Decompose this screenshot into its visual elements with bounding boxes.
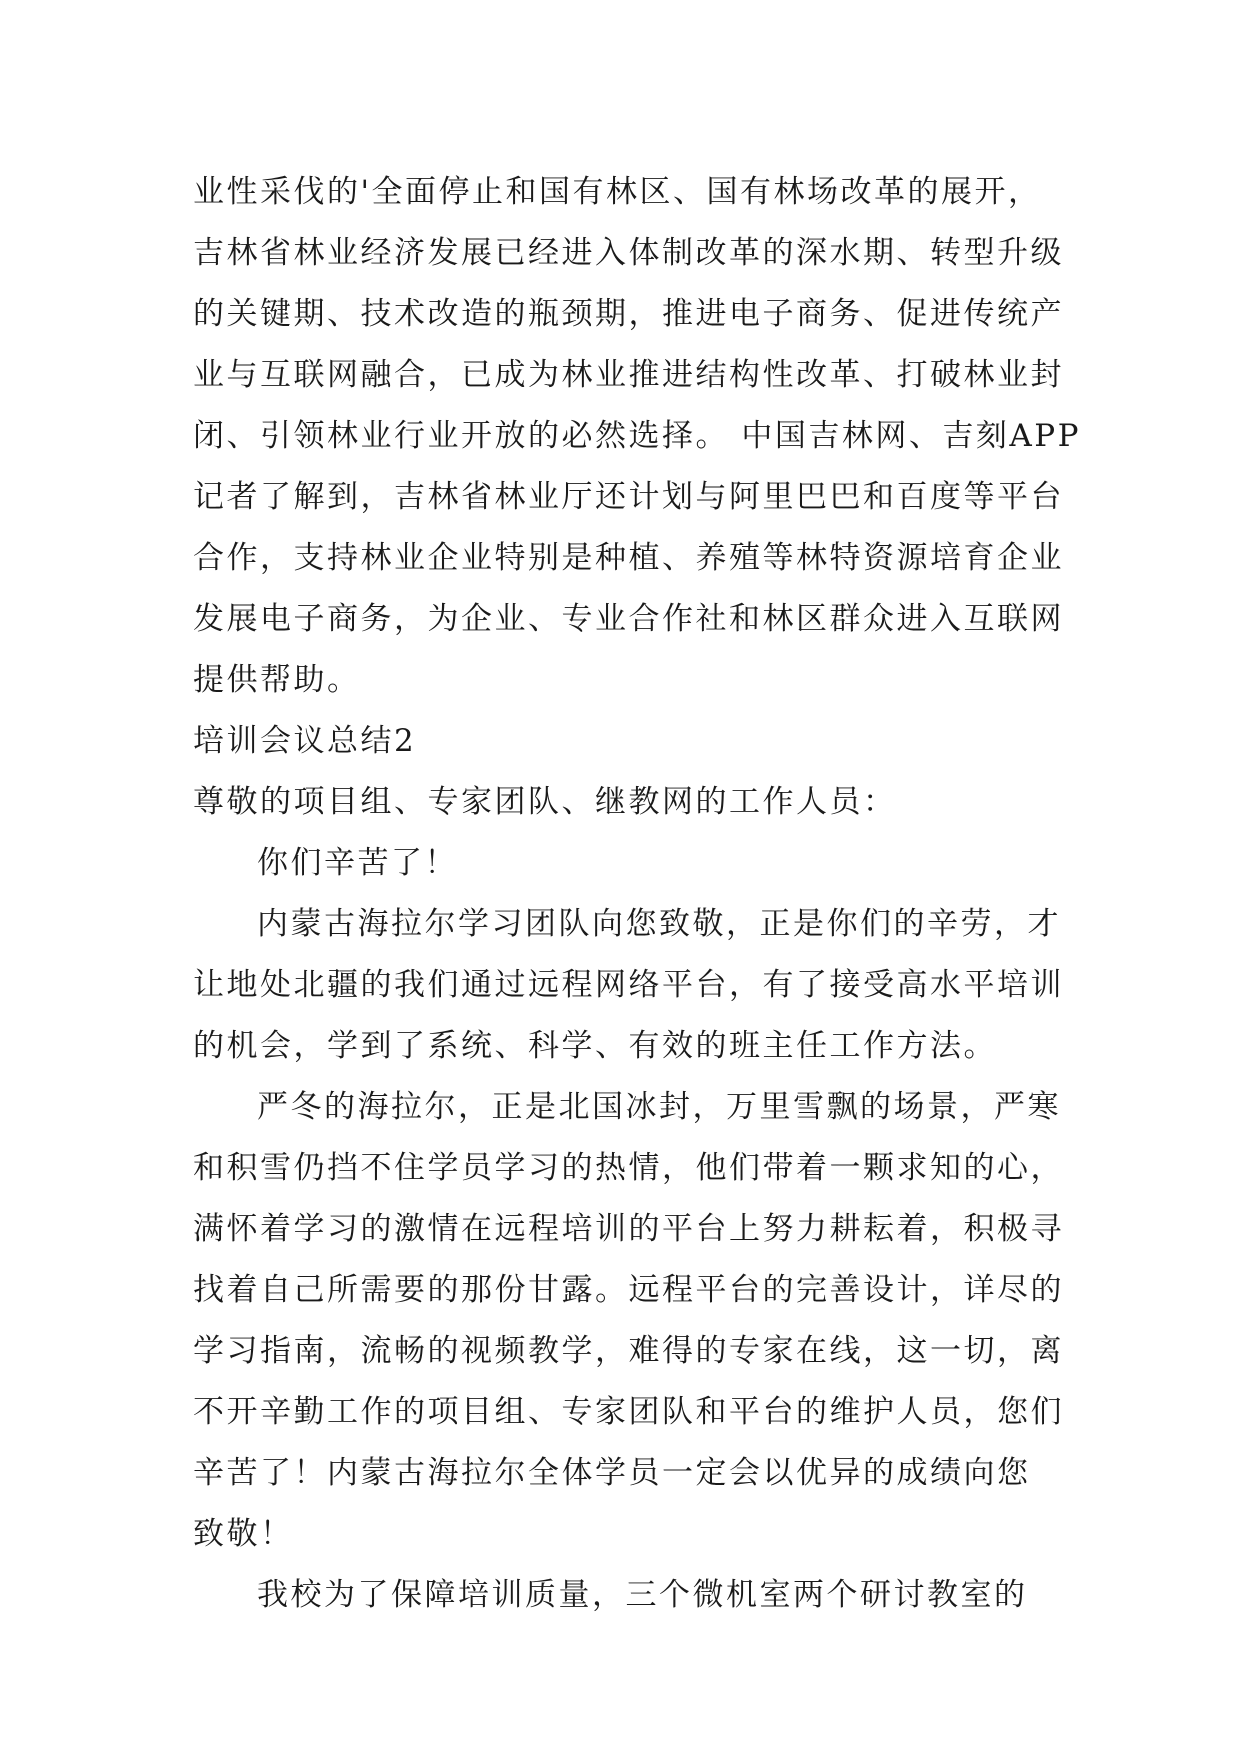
text-line: 我校为了保障培训质量，三个微机室两个研讨教室的 xyxy=(257,1577,1028,1613)
text-line: 业性采伐的'全面停止和国有林区、国有林场改革的展开， xyxy=(193,174,1042,210)
text-line: 辛苦了！内蒙古海拉尔全体学员一定会以优异的成绩向您 xyxy=(193,1455,1031,1491)
salutation: 尊敬的项目组、专家团队、继教网的工作人员： xyxy=(193,784,897,820)
text-line: 合作，支持林业企业特别是种植、养殖等林特资源培育企业 xyxy=(193,540,1064,576)
text-line: 记者了解到，吉林省林业厅还计划与阿里巴巴和百度等平台 xyxy=(193,479,1064,515)
text-line: 严冬的海拉尔，正是北国冰封，万里雪飘的场景，严寒 xyxy=(257,1089,1061,1125)
text-line: 内蒙古海拉尔学习团队向您致敬，正是你们的辛劳，才 xyxy=(257,906,1061,942)
document-body xyxy=(193,162,1081,1626)
text-line: 吉林省林业经济发展已经进入体制改革的深水期、转型升级 xyxy=(193,235,1064,271)
text-line: 你们辛苦了！ xyxy=(257,845,458,881)
text-line: 满怀着学习的激情在远程培训的平台上努力耕耘着，积极寻 xyxy=(193,1211,1064,1247)
text-line: 闭、引领林业行业开放的必然选择。 中国吉林网、吉刻APP xyxy=(193,418,1081,454)
text-line: 提供帮助。 xyxy=(193,662,361,698)
text-line: 找着自己所需要的那份甘露。远程平台的完善设计，详尽的 xyxy=(193,1272,1064,1308)
text-line: 和积雪仍挡不住学员学习的热情，他们带着一颗求知的心， xyxy=(193,1150,1064,1186)
text-line: 的机会，学到了系统、科学、有效的班主任工作方法。 xyxy=(193,1028,997,1064)
text-line: 让地处北疆的我们通过远程网络平台，有了接受高水平培训 xyxy=(193,967,1064,1003)
text-line: 学习指南，流畅的视频教学，难得的专家在线，这一切，离 xyxy=(193,1333,1064,1369)
text-line: 业与互联网融合，已成为林业推进结构性改革、打破林业封 xyxy=(193,357,1064,393)
text-line: 不开辛勤工作的项目组、专家团队和平台的维护人员，您们 xyxy=(193,1394,1064,1430)
section-heading: 培训会议总结2 xyxy=(193,723,417,759)
text-line: 致敬！ xyxy=(193,1516,294,1552)
text-line: 发展电子商务，为企业、专业合作社和林区群众进入互联网 xyxy=(193,601,1064,637)
text-line: 的关键期、技术改造的瓶颈期，推进电子商务、促进传统产 xyxy=(193,296,1064,332)
